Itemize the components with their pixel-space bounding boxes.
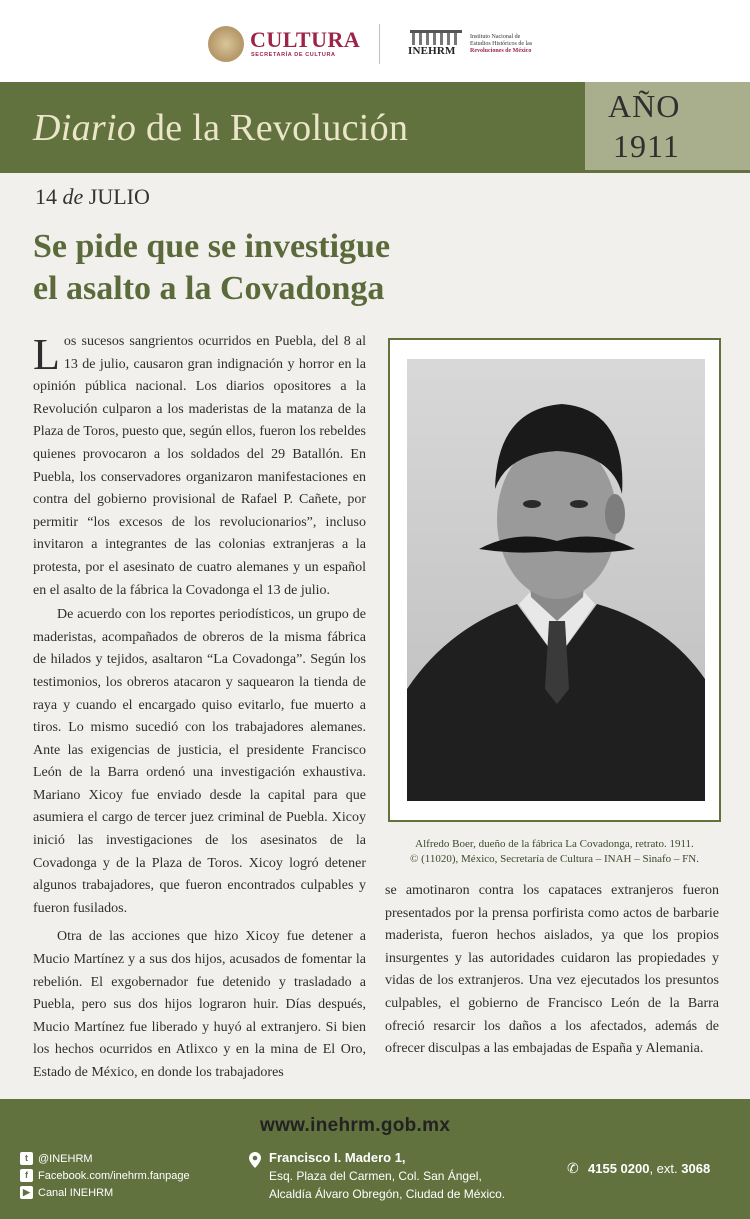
youtube-channel: Canal INEHRM xyxy=(38,1186,114,1199)
youtube-icon: ▶ xyxy=(20,1186,33,1199)
address-street: Francisco I. Madero 1, xyxy=(269,1150,406,1165)
website-link[interactable]: www.inehrm.gob.mx xyxy=(260,1115,451,1136)
address-line-2: Esq. Plaza del Carmen, Col. San Ángel, xyxy=(269,1169,482,1183)
youtube-link[interactable] xyxy=(20,1186,113,1199)
date-de: de xyxy=(62,184,84,209)
portrait-photo xyxy=(407,359,705,801)
article-headline xyxy=(33,226,493,310)
article-date xyxy=(35,184,150,210)
twitter-icon: t xyxy=(20,1152,33,1165)
cultura-logo-text: CULTURA xyxy=(250,27,361,52)
phone-number[interactable] xyxy=(588,1161,710,1176)
national-seal-icon xyxy=(208,26,244,62)
headline-line-1: Se pide que se investigue xyxy=(33,228,391,265)
year-label: AÑO xyxy=(608,88,681,124)
caption-line-1: Alfredo Boer, dueño de la fábrica La Covadonga, retrato. 1911. xyxy=(415,838,694,850)
drop-cap: L xyxy=(33,330,60,379)
publication-title xyxy=(33,106,408,150)
location-pin-icon xyxy=(249,1152,261,1168)
logo-divider xyxy=(379,24,380,64)
phone-ext: 3068 xyxy=(681,1161,711,1176)
publication-title-rest: de la Revolución xyxy=(136,107,409,149)
article-right-column: se amotinaron contra los capataces extranjeros fueron presentados por la prensa porfirista como actos de barbarie maderista, fueron hechos aislados, ya que los propios insurgentes y las autoridades cuidaron las propiedades y vidas de los extranjeros. Una vez ejecutados los presuntos culpables, el gobierno de Francisco León de la Barra ofreció resarcir los daños a los afectados, además de ofrecer disculpas a las embajadas de España y Alemania. xyxy=(385,883,719,1057)
inehrm-line-2: Estudios Históricos de las xyxy=(470,41,533,47)
phone-main: 4155 0200 xyxy=(588,1161,650,1176)
postal-address xyxy=(269,1149,505,1203)
article-left-column xyxy=(33,331,366,1085)
inehrm-logo-text: INEHRM xyxy=(408,45,456,57)
date-month: JULIO xyxy=(88,184,150,209)
publication-title-italic: Diario xyxy=(33,107,137,149)
phone-ext-label: , ext. xyxy=(649,1161,682,1176)
caption-line-2: © (11020), México, Secretaría de Cultura – INAH – Sinafo – FN. xyxy=(410,853,699,865)
paragraph-1 xyxy=(33,331,366,602)
inehrm-institute-name xyxy=(470,34,560,55)
inehrm-line-1: Instituto Nacional de xyxy=(470,34,521,40)
cultura-logo-subtitle: SECRETARÍA DE CULTURA xyxy=(251,52,336,58)
paragraph-3: Otra de las acciones que hizo Xicoy fue detener a Mucio Martínez y a sus dos hijos, acusados de fomentar la rebelión. El exgobernador fue detenido y trasladado a Puebla, pero sus dos hijos lograron huir. Días después, Mucio Martínez fue liberado y huyó al extranjero. Si bien los hechos ocurridos en Atlixco y en la mina de El Oro, Estado de México, en donde los trabajadores xyxy=(33,929,366,1080)
date-day: 14 xyxy=(35,184,57,209)
inehrm-line-3: Revoluciones de México xyxy=(470,48,532,54)
logo-bar xyxy=(0,0,750,82)
twitter-handle: @INEHRM xyxy=(38,1152,93,1165)
facebook-icon: f xyxy=(20,1169,33,1182)
twitter-link[interactable] xyxy=(20,1152,93,1165)
facebook-link[interactable] xyxy=(20,1169,190,1182)
paragraph-1-text: os sucesos sangrientos ocurridos en Puebla, del 8 al 13 de julio, causaron gran indignación y horror en la opinión pública nacional. Los diarios opositores a la Revolución culparon a los maderistas de la matanza de la Plaza de Toros, puesto que, según ellos, fueron los rebeldes quienes provocaron a los soldados del 29 Batallón. En Puebla, los conservadores organizaron manifestaciones en contra del gobierno provisional de Rafael P. Cañete, por permitir “los excesos de los revolucionarios”, incluso invitaron a integrantes de las colonias extranjeras a la protesta, por el asesinato de cuatro alemanes y un español en el asalto de la fábrica la Covadonga el 13 de julio. xyxy=(33,334,366,598)
phone-icon: ✆ xyxy=(567,1161,579,1177)
year-value: 1911 xyxy=(613,128,680,164)
facebook-url: Facebook.com/inehrm.fanpage xyxy=(38,1169,190,1182)
banner-divider xyxy=(0,170,750,173)
paragraph-2: De acuerdo con los reportes periodísticos, un grupo de maderistas, acompañados de obreros de la misma fábrica de hilados y tejidos, asaltaron “La Covadonga”. Según los testimonios, los obreros atacaron y saquearon la tienda de raya y cuando el encargado quiso evitarlo, fue muerto a tiros. Lo mismo sucedió con los trabajadores alemanes. Ante las exigencias de justicia, el presidente Francisco León de la Barra ordenó una investigación exhaustiva. Mariano Xicoy fue enviado desde la capital para que asumiera el cargo de tercer juez criminal de Puebla. Xicoy inició las investigaciones de los asesinatos de la Covadonga y de la Plaza de Toros. Xicoy logró detener algunos trabajadores, que fueron encontrados culpables y fueron fusilados. xyxy=(33,607,366,916)
photo-caption xyxy=(388,837,721,867)
headline-line-2: el asalto a la Covadonga xyxy=(33,270,385,307)
address-line-3: Alcaldía Álvaro Obregón, Ciudad de México. xyxy=(269,1187,506,1201)
